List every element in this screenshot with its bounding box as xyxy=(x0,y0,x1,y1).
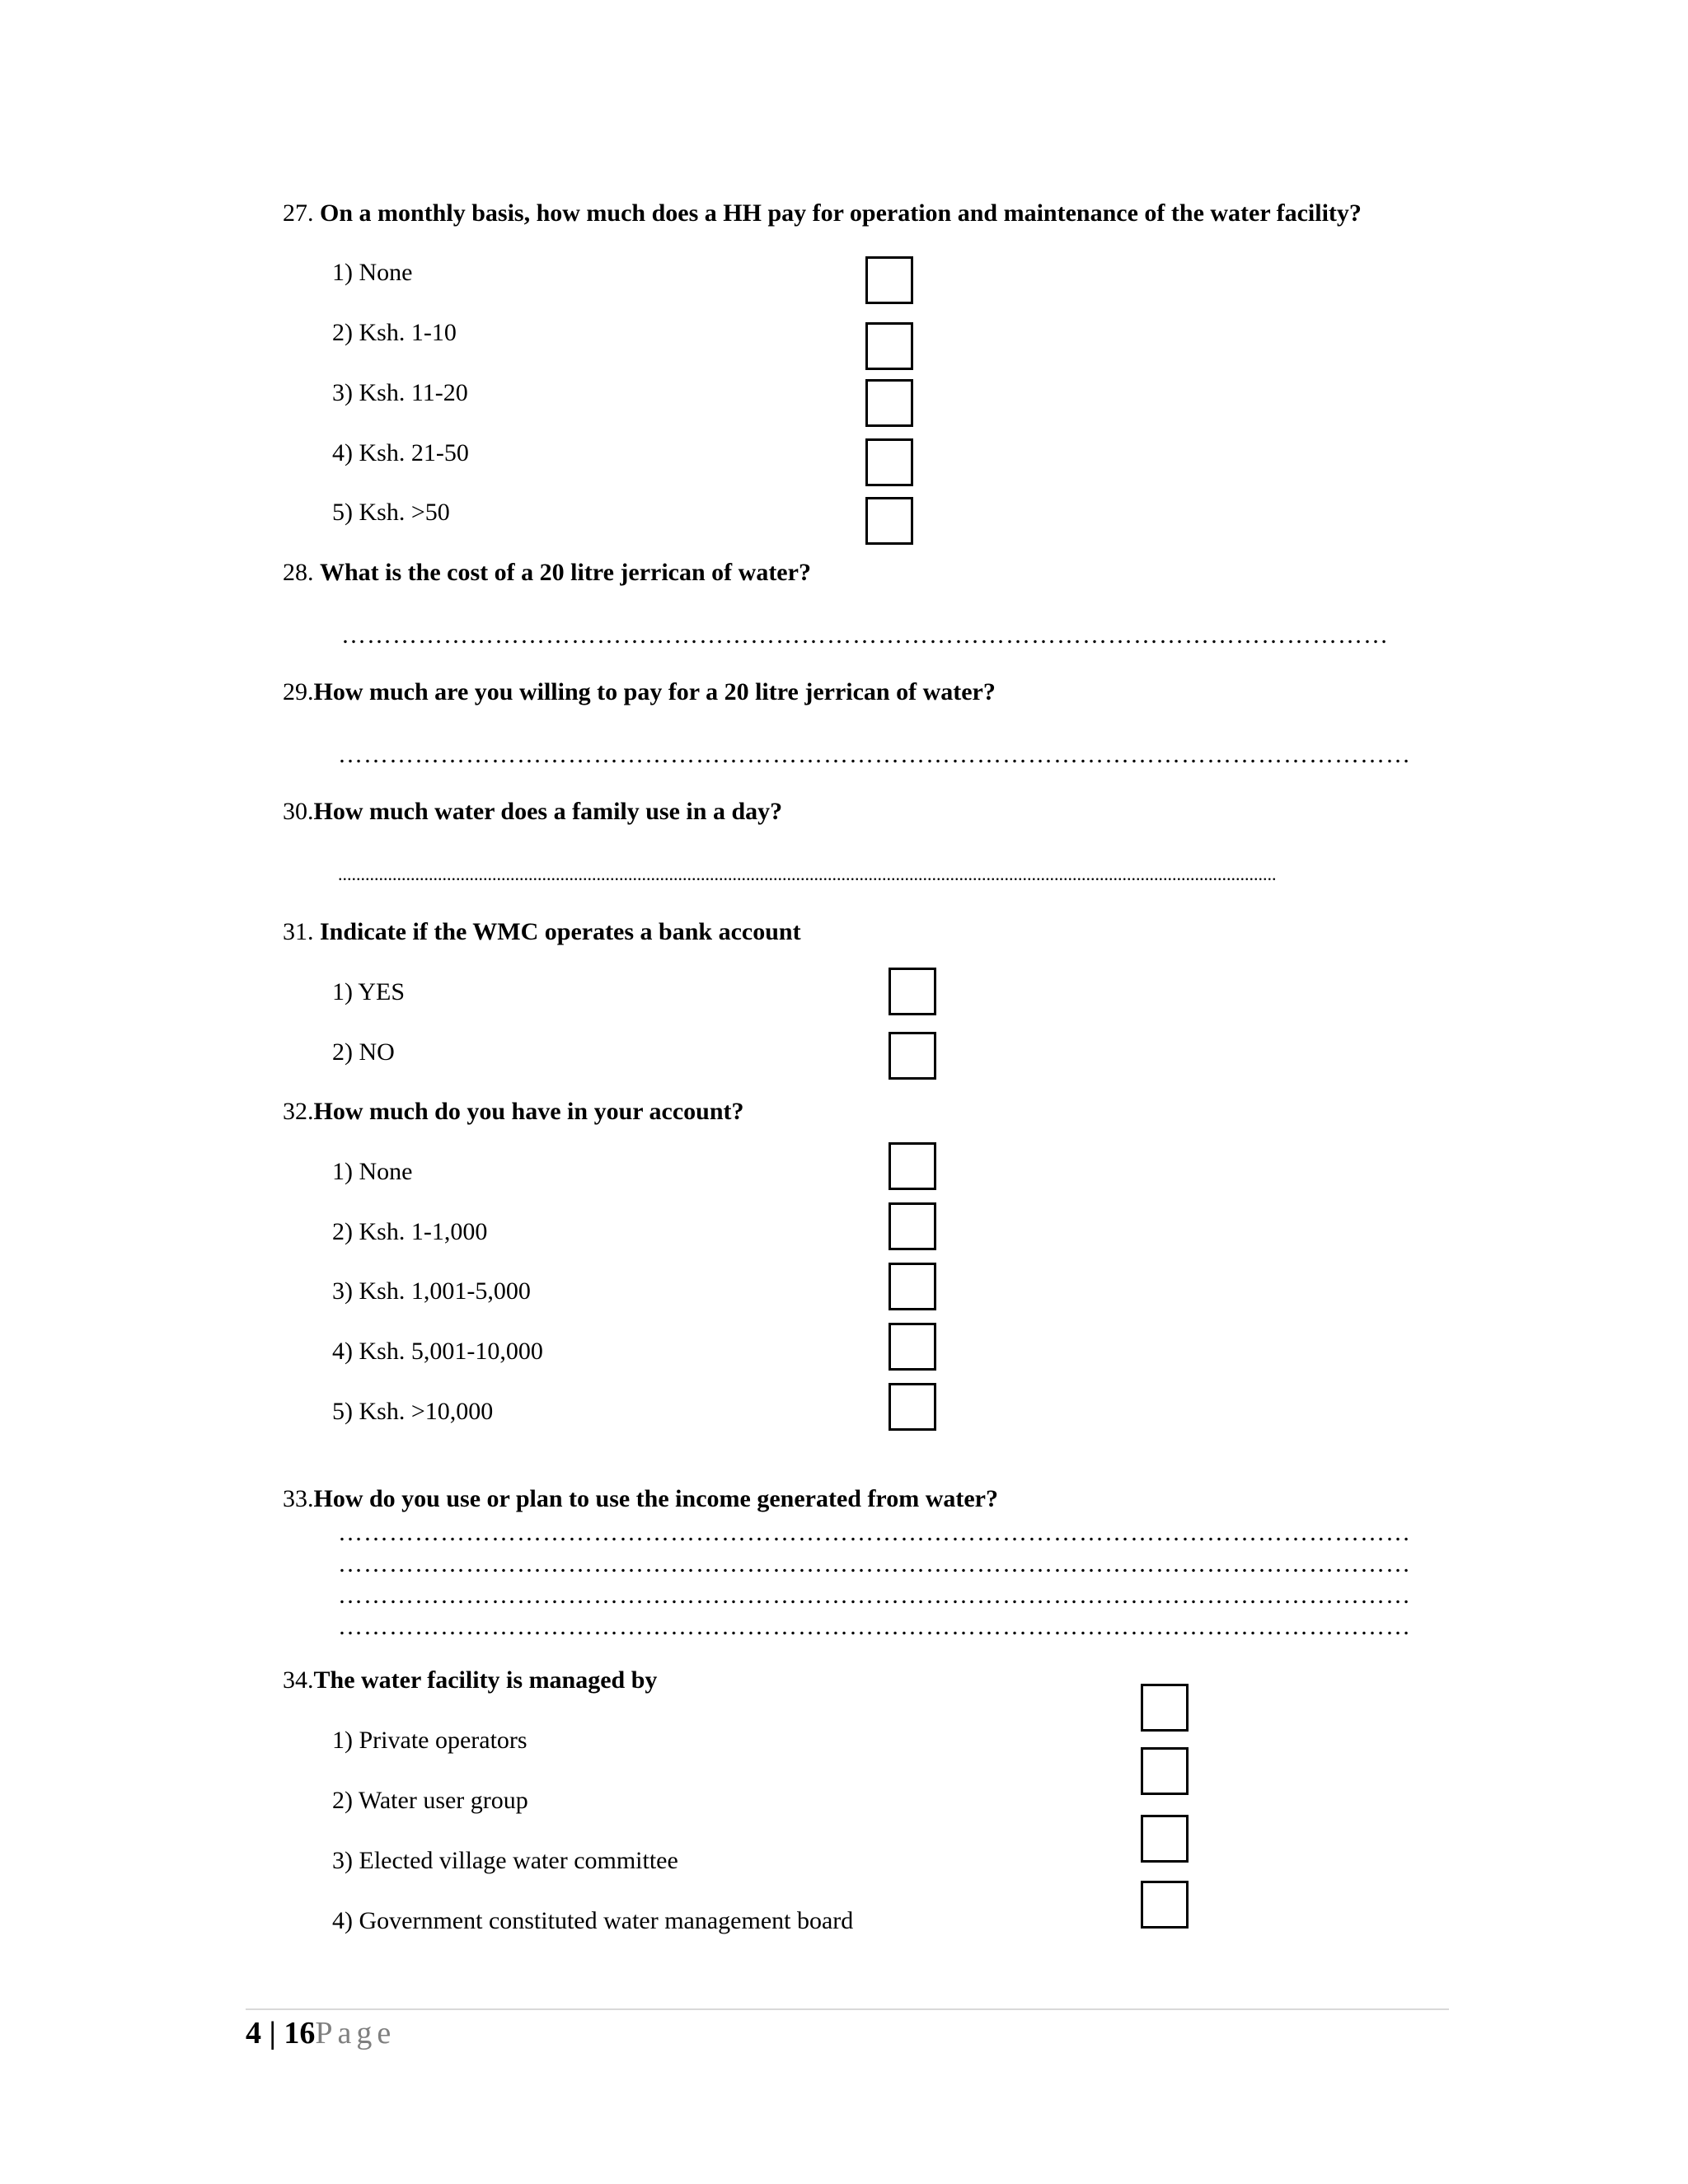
question-27 xyxy=(283,199,1362,228)
option-label: 2) Water user group xyxy=(332,1787,528,1814)
question-number: 32. xyxy=(283,1098,314,1125)
checkbox[interactable] xyxy=(889,1383,936,1431)
checkbox[interactable] xyxy=(865,379,913,427)
question-28 xyxy=(283,558,811,588)
option-label: 1) Private operators xyxy=(332,1727,528,1754)
checkbox[interactable] xyxy=(889,1032,936,1080)
question-number: 27. xyxy=(283,199,314,227)
question-text: How much do you have in your account? xyxy=(313,1098,744,1125)
question-33 xyxy=(283,1484,998,1514)
answer-line[interactable]: ……………………………………………………………………………………………………………… xyxy=(338,741,1411,768)
option-label: 3) Ksh. 1,001-5,000 xyxy=(332,1277,531,1305)
checkbox[interactable] xyxy=(889,1202,936,1250)
option-label: 2) Ksh. 1-1,000 xyxy=(332,1218,488,1245)
option-label: 1) None xyxy=(332,1158,413,1185)
answer-line[interactable]: ……………………………………………………………………………………………………………… xyxy=(338,1519,1411,1546)
checkbox[interactable] xyxy=(865,256,913,304)
question-number: 30. xyxy=(283,798,314,825)
option-label: 2) NO xyxy=(332,1038,395,1066)
question-text: How much water does a family use in a day? xyxy=(313,798,783,825)
question-text: Indicate if the WMC operates a bank account xyxy=(320,918,801,945)
question-number: 33. xyxy=(283,1485,314,1512)
question-number: 29. xyxy=(283,678,314,705)
answer-line[interactable]: ……………………………………………………………………………………………………………… xyxy=(338,1613,1411,1640)
question-29 xyxy=(283,677,996,707)
checkbox[interactable] xyxy=(889,1323,936,1371)
question-text: The water facility is managed by xyxy=(313,1666,658,1694)
option-label: 5) Ksh. >50 xyxy=(332,499,450,526)
page-word: Page xyxy=(315,2016,396,2050)
option-label: 5) Ksh. >10,000 xyxy=(332,1398,494,1425)
option-label: 1) None xyxy=(332,259,413,286)
checkbox[interactable] xyxy=(889,968,936,1015)
checkbox[interactable] xyxy=(1141,1684,1189,1732)
page-footer xyxy=(246,2014,396,2052)
question-number: 28. xyxy=(283,559,314,586)
checkbox[interactable] xyxy=(865,438,913,486)
checkbox[interactable] xyxy=(1141,1747,1189,1795)
option-label: 2) Ksh. 1-10 xyxy=(332,319,457,346)
checkbox[interactable] xyxy=(889,1142,936,1190)
question-number: 34. xyxy=(283,1666,314,1694)
checkbox[interactable] xyxy=(865,322,913,370)
checkbox[interactable] xyxy=(865,497,913,545)
question-34 xyxy=(283,1666,657,1695)
question-text: What is the cost of a 20 litre jerrican of water? xyxy=(320,559,811,586)
checkbox[interactable] xyxy=(1141,1881,1189,1929)
question-text: How much are you willing to pay for a 20 litre jerrican of water? xyxy=(313,678,996,705)
option-label: 3) Elected village water committee xyxy=(332,1847,678,1874)
answer-line[interactable]: …………………………………………………………………………………………………………… xyxy=(341,621,1389,649)
question-32 xyxy=(283,1097,744,1127)
option-label: 3) Ksh. 11-20 xyxy=(332,379,468,406)
checkbox[interactable] xyxy=(889,1263,936,1310)
footer-divider xyxy=(246,2008,1449,2010)
checkbox[interactable] xyxy=(1141,1815,1189,1863)
question-31 xyxy=(283,917,801,947)
option-label: 1) YES xyxy=(332,978,406,1005)
page-number: 4 | 16 xyxy=(246,2016,316,2050)
question-number: 31. xyxy=(283,918,314,945)
option-label: 4) Government constituted water management board xyxy=(332,1907,854,1934)
option-label: 4) Ksh. 5,001-10,000 xyxy=(332,1338,543,1365)
option-label: 4) Ksh. 21-50 xyxy=(332,439,469,466)
answer-line[interactable]: ……………………………………………………………………………………………………………… xyxy=(338,1582,1411,1609)
answer-line[interactable]: ............................................................................................................................................................................................................... xyxy=(338,864,1277,884)
question-text: How do you use or plan to use the income generated from water? xyxy=(313,1485,998,1512)
question-text: On a monthly basis, how much does a HH pay for operation and maintenance of the water facility? xyxy=(320,199,1362,227)
question-30 xyxy=(283,797,782,827)
answer-line[interactable]: ……………………………………………………………………………………………………………… xyxy=(338,1550,1411,1577)
